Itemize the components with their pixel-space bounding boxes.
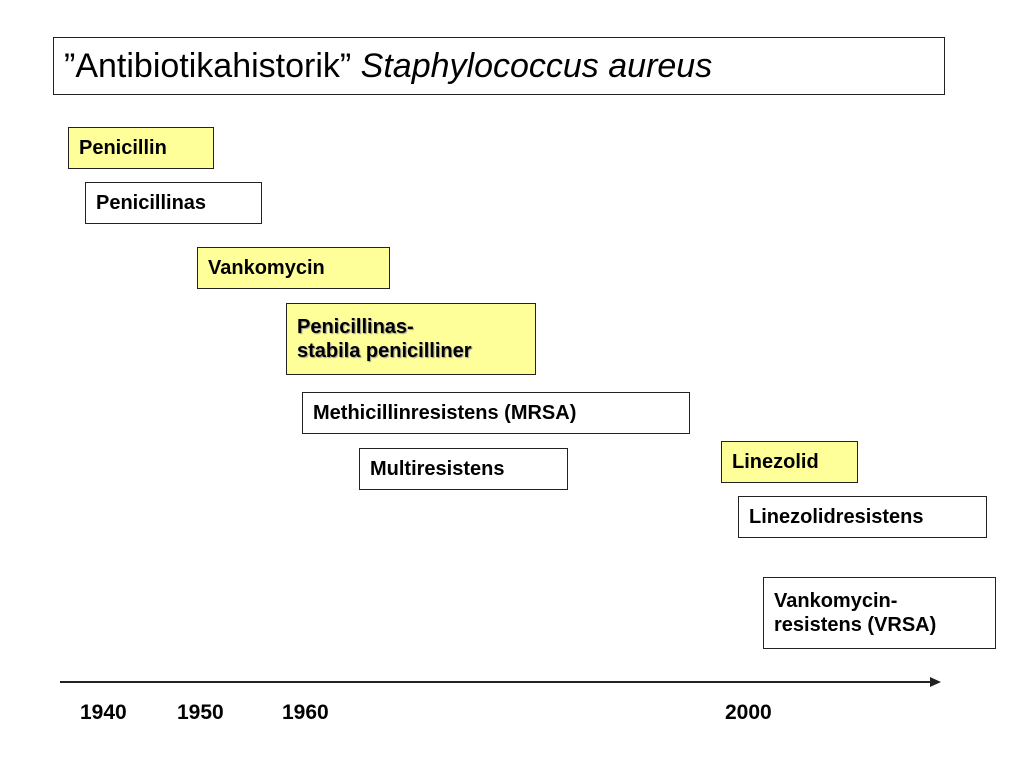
box-vrsa-line1: Vankomycin- — [774, 590, 898, 612]
box-mrsa — [302, 392, 690, 434]
timeline-axis — [60, 681, 932, 683]
title-box — [53, 37, 945, 95]
year-label-2000: 2000 — [725, 701, 772, 724]
year-label-1960: 1960 — [282, 701, 329, 724]
box-multi-label: Multiresistens — [370, 458, 505, 480]
box-penicillinase-stable — [286, 303, 536, 375]
box-mrsa-label: Methicillinresistens (MRSA) — [313, 402, 577, 424]
timeline-arrow-icon — [930, 677, 941, 687]
box-penicillinas-label: Penicillinas — [96, 192, 207, 214]
box-penicillinas — [85, 182, 262, 224]
title-species: Staphylococcus aureus — [360, 47, 713, 85]
box-penicillin-label: Penicillin — [79, 137, 167, 159]
year-label-1940: 1940 — [80, 701, 127, 724]
box-stable-line2: stabila penicilliner — [297, 340, 472, 362]
title-text: ”Antibiotikahistorik” — [64, 47, 352, 85]
box-linezolid — [721, 441, 858, 483]
box-linezolidresistens — [738, 496, 987, 538]
year-label-1950: 1950 — [177, 701, 224, 724]
box-linezolid-label: Linezolid — [732, 451, 819, 473]
box-multiresistens — [359, 448, 568, 490]
box-vankomycin-label: Vankomycin — [208, 257, 325, 279]
box-stable-line1: Penicillinas- — [297, 316, 414, 338]
box-vrsa-line2: resistens (VRSA) — [774, 614, 937, 636]
box-vrsa — [763, 577, 996, 649]
box-penicillin — [68, 127, 214, 169]
box-linezolid-res-label: Linezolidresistens — [749, 506, 924, 528]
box-vankomycin — [197, 247, 390, 289]
